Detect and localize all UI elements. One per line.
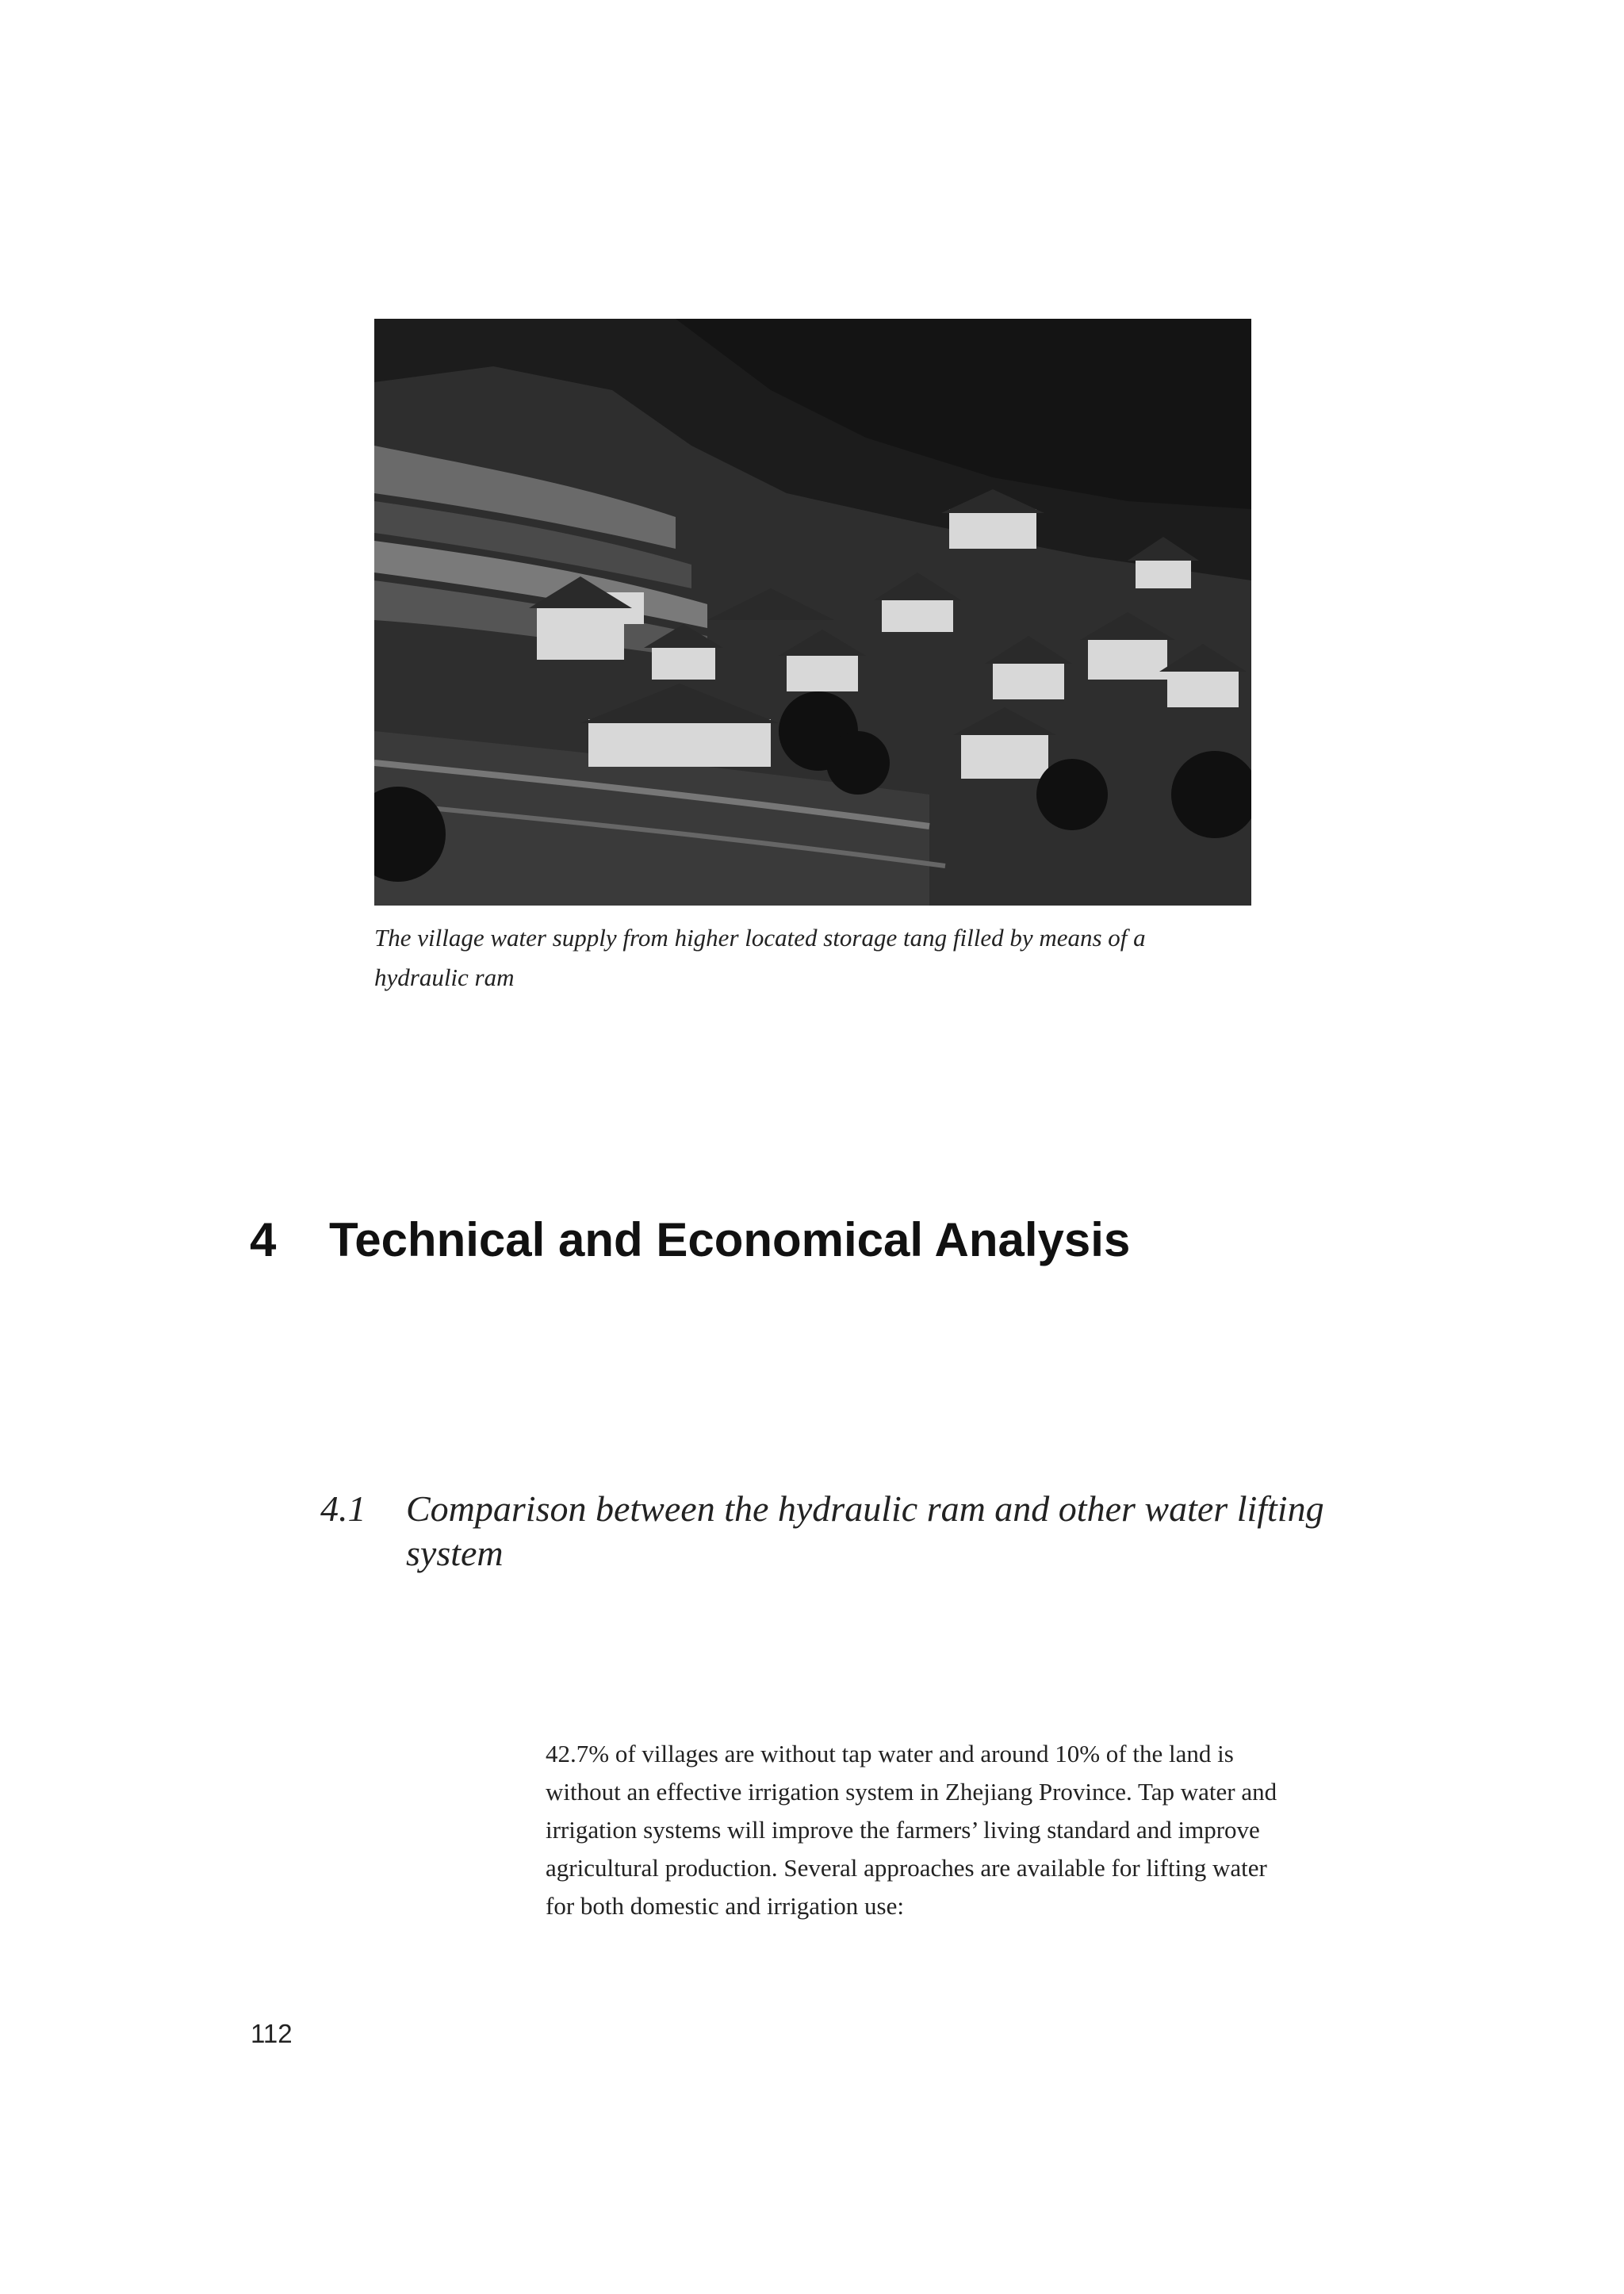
village-photo [374,319,1251,906]
page-number: 112 [251,2019,293,2048]
chapter-heading [250,1208,1519,1272]
chapter-number: 4 [250,1213,277,1266]
section-title: Comparison between the hydraulic ram and other water lifting system [406,1488,1324,1573]
body-paragraph: 42.7% of villages are without tap water and around 10% of the land is without an effective irrigation system in Zhejiang Province. Tap water and irrigation systems will improve the farmers’ living standard and improve agricultural production. Several approaches are available for lifting water for both domestic and irrigation use: [546,1740,1277,1920]
village-photo-graphic [374,319,1251,906]
section-heading [320,1487,1431,1576]
section-number: 4.1 [320,1488,366,1529]
figure-caption: The village water supply from higher located storage tang filled by means of a hydraulic ram [374,924,1146,991]
chapter-title: Technical and Economical Analysis [329,1213,1131,1266]
